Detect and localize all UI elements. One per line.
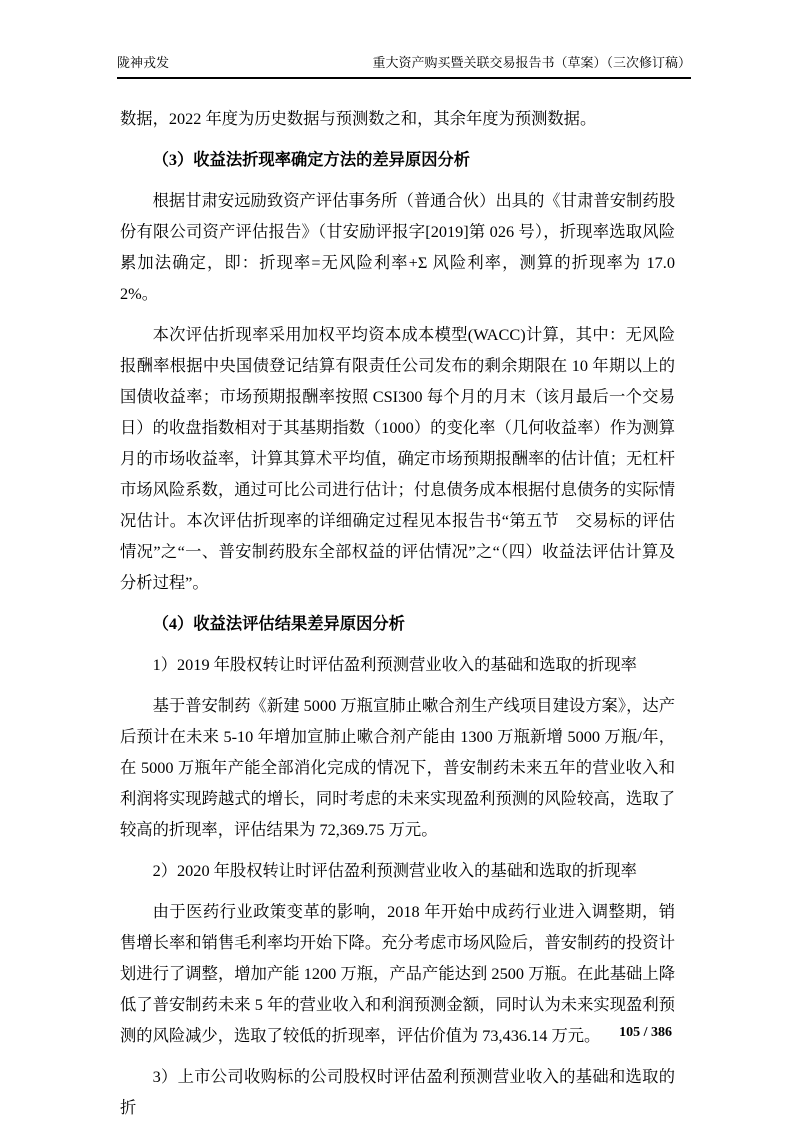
paragraph: 2）2020 年股权转让时评估盈利预测营业收入的基础和选取的折现率	[152, 861, 637, 880]
paragraph: 根据甘肃安远励致资产评估事务所（普通合伙）出具的《甘肃普安制药股份有限公司资产评估报告》（甘安励评报字[2019]第 026 号），折现率选取风险累加法确定，即：折现率=无风险利率+Σ 风险利率，测算的折现率为 17.02%。	[120, 191, 675, 303]
header-report-title: 重大资产购买暨关联交易报告书（草案）（三次修订稿）	[372, 55, 691, 70]
paragraph: 数据，2022 年度为历史数据与预测数之和，其余年度为预测数据。	[120, 109, 597, 128]
section-heading: （4）收益法评估结果差异原因分析	[152, 614, 405, 633]
paragraph: 由于医药行业政策变革的影响，2018 年开始中成药行业进入调整期，销售增长率和销售毛利率均开始下降。充分考虑市场风险后，普安制药的投资计划进行了调整，增加产能 1200 万瓶，产品产能达到 2500 万瓶。在此基础上降低了普安制药未来 5 年的营业收入和利润预测金额，同时认为未来实现盈利预测的风险减少，选取了较低的折现率，评估价值为 73,436.14 万元。	[120, 902, 675, 1045]
document-body	[120, 79, 675, 1122]
page-footer	[619, 1024, 672, 1042]
page-number: 105 / 386	[619, 1025, 672, 1040]
paragraph: 3）上市公司收购标的公司股权时评估盈利预测营业收入的基础和选取的折	[120, 1067, 675, 1117]
header-company-short-name: 陇神戎发	[117, 55, 170, 70]
paragraph: 本次评估折现率采用加权平均资本成本模型(WACC)计算，其中：无风险报酬率根据中央国债登记结算有限责任公司发布的剩余期限在 10 年期以上的国债收益率；市场预期报酬率按照 CSI300 每个月的月末（该月最后一个交易日）的收盘指数相对于其基期指数（1000）的变化率（几何收益率）作为测算月的市场收益率，计算其算术平均值，确定市场预期报酬率的估计值；无杠杆市场风险系数，通过可比公司进行估计；付息债务成本根据付息债务的实际情况估计。本次评估折现率的详细确定过程见本报告书“第五节 交易标的评估情况”之“一、普安制药股东全部权益的评估情况”之“（四）收益法评估计算及分析过程”。	[120, 325, 675, 592]
paragraph: 基于普安制药《新建 5000 万瓶宣肺止嗽合剂生产线项目建设方案》，达产后预计在未来 5-10 年增加宣肺止嗽合剂产能由 1300 万瓶新增 5000 万瓶/年，在 5000 万瓶年产能全部消化完成的情况下，普安制药未来五年的营业收入和利润将实现跨越式的增长，同时考虑的未来实现盈利预测的风险较高，选取了较高的折现率，评估结果为 72,369.75 万元。	[120, 696, 675, 839]
page-header	[117, 54, 691, 79]
paragraph: 1）2019 年股权转让时评估盈利预测营业收入的基础和选取的折现率	[152, 655, 637, 674]
section-heading: （3）收益法折现率确定方法的差异原因分析	[152, 150, 471, 169]
